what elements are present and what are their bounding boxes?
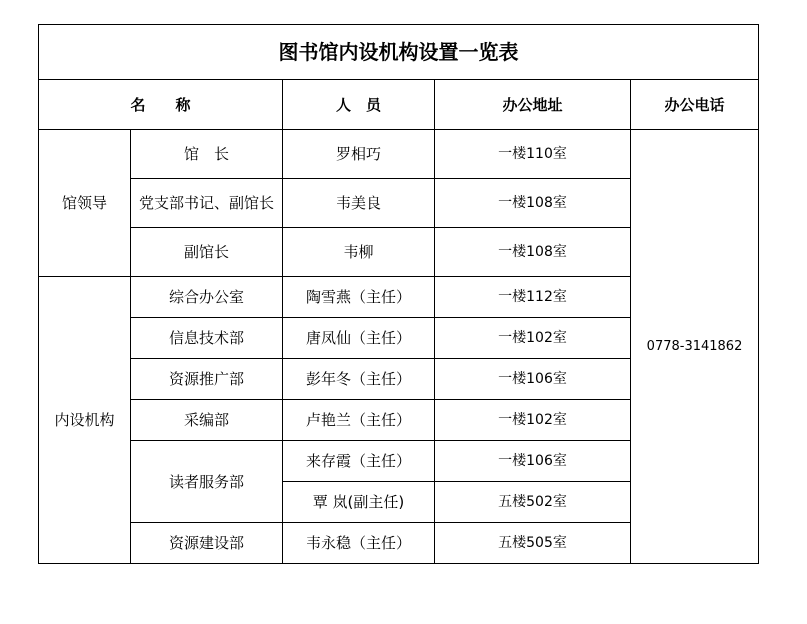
office-address: 五楼505室 — [435, 523, 631, 564]
person-name: 韦柳 — [283, 228, 435, 277]
office-address: 一楼102室 — [435, 318, 631, 359]
table-title: 图书馆内设机构设置一览表 — [39, 25, 759, 80]
header-phone: 办公电话 — [631, 80, 759, 130]
header-person: 人 员 — [283, 80, 435, 130]
unit-name: 党支部书记、副馆长 — [131, 179, 283, 228]
person-name: 覃 岚(副主任) — [283, 482, 435, 523]
organization-table — [38, 24, 759, 564]
office-address: 一楼108室 — [435, 179, 631, 228]
person-name: 罗相巧 — [283, 130, 435, 179]
unit-name: 资源建设部 — [131, 523, 283, 564]
office-address: 一楼108室 — [435, 228, 631, 277]
unit-name: 资源推广部 — [131, 359, 283, 400]
office-address: 一楼106室 — [435, 359, 631, 400]
person-name: 陶雪燕（主任） — [283, 277, 435, 318]
office-address: 一楼106室 — [435, 441, 631, 482]
office-address: 五楼502室 — [435, 482, 631, 523]
person-name: 韦美良 — [283, 179, 435, 228]
unit-name: 馆 长 — [131, 130, 283, 179]
phone-number: 0778-3141862 — [631, 130, 759, 564]
person-name: 唐凤仙（主任） — [283, 318, 435, 359]
header-name: 名 称 — [39, 80, 283, 130]
person-name: 彭年冬（主任） — [283, 359, 435, 400]
person-name: 来存霞（主任） — [283, 441, 435, 482]
person-name: 卢艳兰（主任） — [283, 400, 435, 441]
unit-name: 读者服务部 — [131, 441, 283, 523]
unit-name: 采编部 — [131, 400, 283, 441]
unit-name: 副馆长 — [131, 228, 283, 277]
unit-name: 信息技术部 — [131, 318, 283, 359]
group-departments: 内设机构 — [39, 277, 131, 564]
office-address: 一楼112室 — [435, 277, 631, 318]
office-address: 一楼110室 — [435, 130, 631, 179]
header-address: 办公地址 — [435, 80, 631, 130]
office-address: 一楼102室 — [435, 400, 631, 441]
unit-name: 综合办公室 — [131, 277, 283, 318]
person-name: 韦永稳（主任） — [283, 523, 435, 564]
table-row — [39, 130, 759, 179]
group-leaders: 馆领导 — [39, 130, 131, 277]
